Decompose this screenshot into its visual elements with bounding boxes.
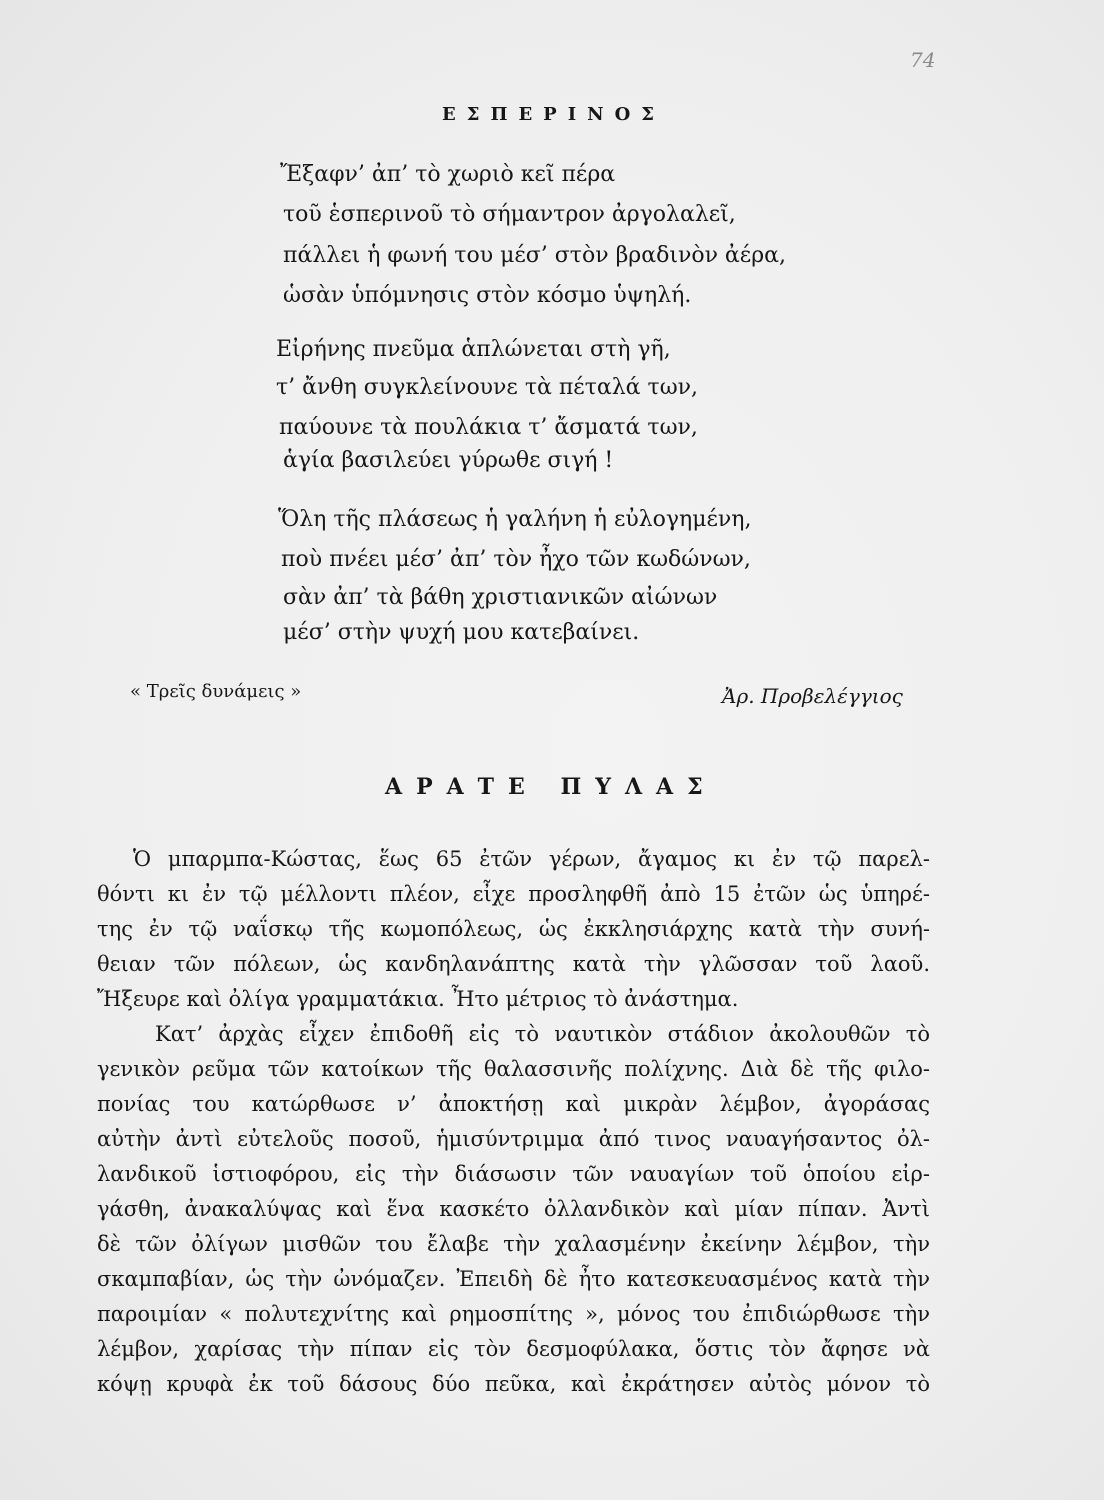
poem-line: παύουνε τὰ πουλάκια τ’ ἄσματά των,: [279, 415, 698, 440]
poem-source: « Τρεῖς δυνάμεις »: [130, 681, 302, 702]
page-number: 74: [910, 48, 936, 72]
text-line: παροιμίαν « πολυτεχνίτης καὶ ρημοσπίτης », μόνος του ἐπιδιώρθωσε τὴν: [97, 1302, 930, 1326]
poem-line: Ὅλη τῆς πλάσεως ἡ γαλήνη ἡ εὐλογημένη,: [278, 507, 752, 532]
text-line: πονίας του κατώρθωσε ν’ ἀποκτήσῃ καὶ μικρὰν λέμβον, ἀγοράσας: [97, 1092, 930, 1116]
text-line: γενικὸν ρεῦμα τῶν κατοίκων τῆς θαλασσινῆς πολίχνης. Διὰ δὲ τῆς φιλο-: [97, 1057, 930, 1081]
poem-line: Εἰρήνης πνεῦμα ἁπλώνεται στὴ γῆ,: [276, 337, 671, 362]
paragraph: [97, 842, 930, 1017]
text-line: κόψῃ κρυφὰ ἐκ τοῦ δάσους δύο πεῦκα, καὶ ἐκράτησεν αὐτὸς μόνον τὸ: [97, 1372, 930, 1396]
text-line: Ὁ μπαρμπα-Κώστας, ἕως 65 ἐτῶν γέρων, ἄγαμος κι ἐν τῷ παρελ-: [133, 847, 930, 871]
text-line: θόντι κι ἐν τῷ μέλλοντι πλέον, εἶχε προσληφθῆ ἀπὸ 15 ἐτῶν ὡς ὑπηρέ-: [97, 882, 930, 906]
poem-line: τοῦ ἑσπερινοῦ τὸ σήμαντρον ἀργολαλεῖ,: [283, 202, 736, 227]
poem-line: ὡσὰν ὑπόμνησις στὸν κόσμο ὑψηλή.: [283, 283, 692, 308]
text-line: Κατ’ ἀρχὰς εἶχεν ἐπιδοθῆ εἰς τὸ ναυτικὸν στάδιον ἀκολουθῶν τὸ: [155, 1022, 930, 1046]
text-line: γάσθη, ἀνακαλύψας καὶ ἕνα κασκέτο ὀλλανδικὸν καὶ μίαν πίπαν. Ἀντὶ: [97, 1197, 930, 1221]
poem-author: Ἀρ. Προβελέγγιος: [722, 684, 903, 708]
poem-line: ἁγία βασιλεύει γύρωθε σιγή !: [283, 448, 614, 473]
text-line: θειαν τῶν πόλεων, ὡς κανδηλανάπτης κατὰ τὴν γλῶσσαν τοῦ λαοῦ.: [97, 952, 930, 976]
story-title: ΑΡΑΤΕ ΠΥΛΑΣ: [385, 774, 717, 800]
paragraph: [97, 1017, 930, 1402]
poem-line: Ἔξαφν’ ἀπ’ τὸ χωριὸ κεῖ πέρα: [280, 162, 616, 187]
text-line: αὐτὴν ἀντὶ εὐτελοῦς ποσοῦ, ἡμισύντριμμα ἀπό τινος ναυαγήσαντος ὀλ-: [97, 1127, 930, 1151]
poem-line: σὰν ἀπ’ τὰ βάθη χριστιανικῶν αἰώνων: [283, 585, 718, 610]
story-text: [97, 842, 930, 1402]
poem-line: μέσ’ στὴν ψυχή μου κατεβαίνει.: [283, 620, 640, 645]
text-line: σκαμπαβίαν, ὡς τὴν ὠνόμαζεν. Ἐπειδὴ δὲ ἦτο κατεσκευασμένος κατὰ τὴν: [97, 1267, 930, 1291]
poem-line: τ’ ἄνθη συγκλείνουνε τὰ πέταλά των,: [276, 375, 698, 400]
text-line: λέμβον, χαρίσας τὴν πίπαν εἰς τὸν δεσμοφύλακα, ὅστις τὸν ἄφησε νὰ: [97, 1337, 930, 1361]
text-line: της ἐν τῷ ναΐσκῳ τῆς κωμοπόλεως, ὡς ἐκκλησιάρχης κατὰ τὴν συνή-: [97, 917, 930, 941]
text-line: λανδικοῦ ἱστιοφόρου, εἰς τὴν διάσωσιν τῶν ναυαγίων τοῦ ὁποίου εἰρ-: [97, 1162, 930, 1186]
poem-title: ΕΣΠΕΡΙΝΟΣ: [442, 104, 665, 125]
text-line: Ἤξευρε καὶ ὀλίγα γραμματάκια. Ἦτο μέτριος τὸ ἀνάστημα.: [97, 987, 739, 1011]
text-line: δὲ τῶν ὀλίγων μισθῶν του ἔλαβε τὴν χαλασμένην ἐκείνην λέμβον, τὴν: [97, 1232, 930, 1256]
poem-line: πάλλει ἡ φωνή του μέσ’ στὸν βραδινὸν ἀέρα,: [283, 243, 786, 268]
poem-line: ποὺ πνέει μέσ’ ἀπ’ τὸν ἦχο τῶν κωδώνων,: [281, 547, 751, 572]
